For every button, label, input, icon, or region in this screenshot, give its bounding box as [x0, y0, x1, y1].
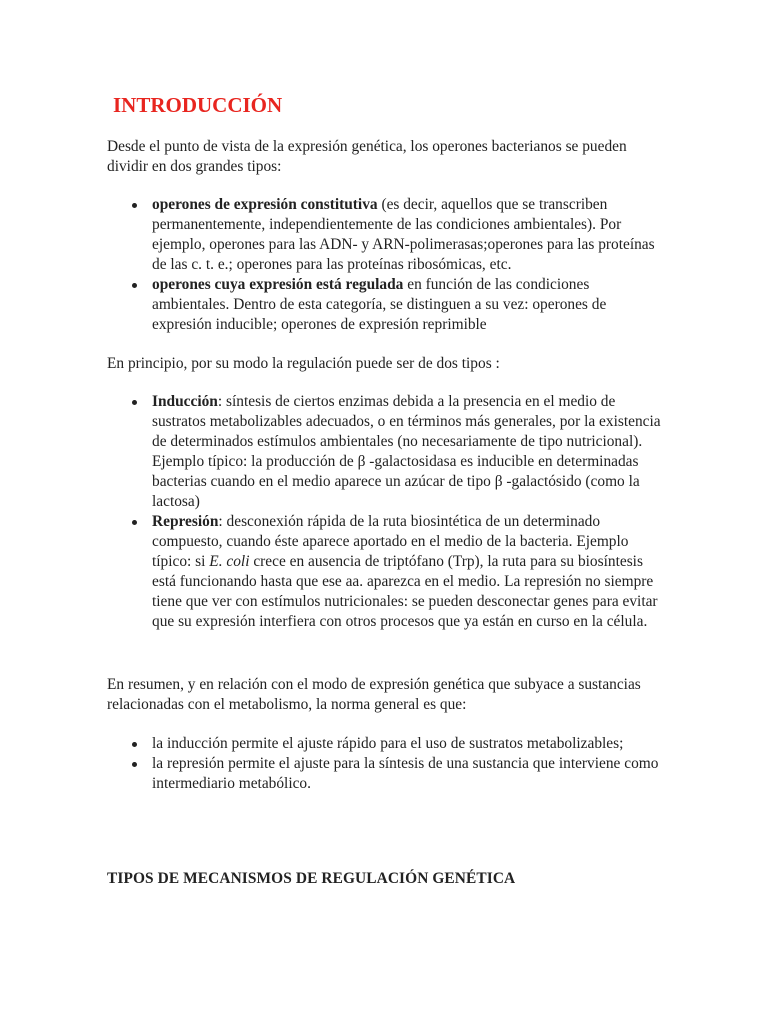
term-induction: Inducción — [152, 393, 218, 410]
term-repression: Represión — [152, 513, 219, 530]
summary-item-text: la represión permite el ajuste para la síntesis de una sustancia que interviene como intermediario metabólico. — [152, 755, 659, 792]
term-repression-description-end: crece en ausencia de triptófano (Trp), la ruta para su biosíntesis está funcionando hasta que ese aa. aparezca en el medio. La represión no siempre tiene que ver con estímulos nutricionales: se pueden desconectar genes para evitar que su expresión interfiera con otros procesos que ya están en curso en la célula. — [152, 553, 658, 630]
summary-list — [107, 734, 667, 794]
term-regulated-description: en función de las condiciones ambientales. Dentro de esta categoría, se distinguen a su vez: operones de expresión inducible; operones de expresión reprimible — [152, 276, 607, 333]
bullet-icon — [132, 203, 137, 208]
list-item — [107, 392, 667, 512]
summary-paragraph: En resumen, y en relación con el modo de expresión genética que subyace a sustancias relacionadas con el metabolismo, la norma general es que: — [107, 676, 641, 713]
list-item — [107, 734, 667, 754]
term-induction-description: : síntesis de ciertos enzimas debida a la presencia en el medio de sustratos metabolizables adecuados, o en términos más generales, por la existencia de determinados estímulos ambientales (no necesariamente de tipo nutricional). Ejemplo típico: la producción de β -galactosidasa es inducible en determinadas bacterias cuando en el medio aparece un azúcar de tipo β -galactósido (como la lactosa) — [152, 393, 661, 510]
bullet-icon — [132, 742, 137, 747]
bullet-icon — [132, 762, 137, 767]
page-title: INTRODUCCIÓN — [113, 93, 283, 117]
list-item — [107, 275, 667, 335]
term-repression-description-start: : desconexión rápida de la ruta biosintética de un determinado compuesto, cuando éste aparece aportado en el medio de la bacteria. Ejemplo típico: si — [152, 513, 629, 570]
list-item — [107, 512, 667, 632]
intro-paragraph: Desde el punto de vista de la expresión genética, los operones bacterianos se pueden dividir en dos grandes tipos: — [107, 138, 627, 175]
bullet-icon — [132, 283, 137, 288]
list-item — [107, 754, 667, 794]
summary-item-text: la inducción permite el ajuste rápido para el uso de sustratos metabolizables; — [152, 735, 624, 752]
bullet-icon — [132, 400, 137, 405]
term-regulated: operones cuya expresión está regulada — [152, 276, 404, 293]
regulation-types-list — [107, 392, 667, 632]
list-item — [107, 195, 667, 275]
bullet-icon — [132, 520, 137, 525]
principle-paragraph: En principio, por su modo la regulación puede ser de dos tipos : — [107, 355, 500, 372]
section-heading: TIPOS DE MECANISMOS DE REGULACIÓN GENÉTICA — [107, 870, 516, 887]
term-constitutive: operones de expresión constitutiva — [152, 196, 378, 213]
operon-types-list — [107, 195, 667, 335]
term-constitutive-description: (es decir, aquellos que se transcriben permanentemente, independientemente de las condiciones ambientales). Por ejemplo, operones para las ADN- y ARN-polimerasas;operones para las proteínas de las c. t. e.; operones para las proteínas ribosómicas, etc. — [152, 196, 655, 273]
species-name: E. coli — [209, 553, 250, 570]
